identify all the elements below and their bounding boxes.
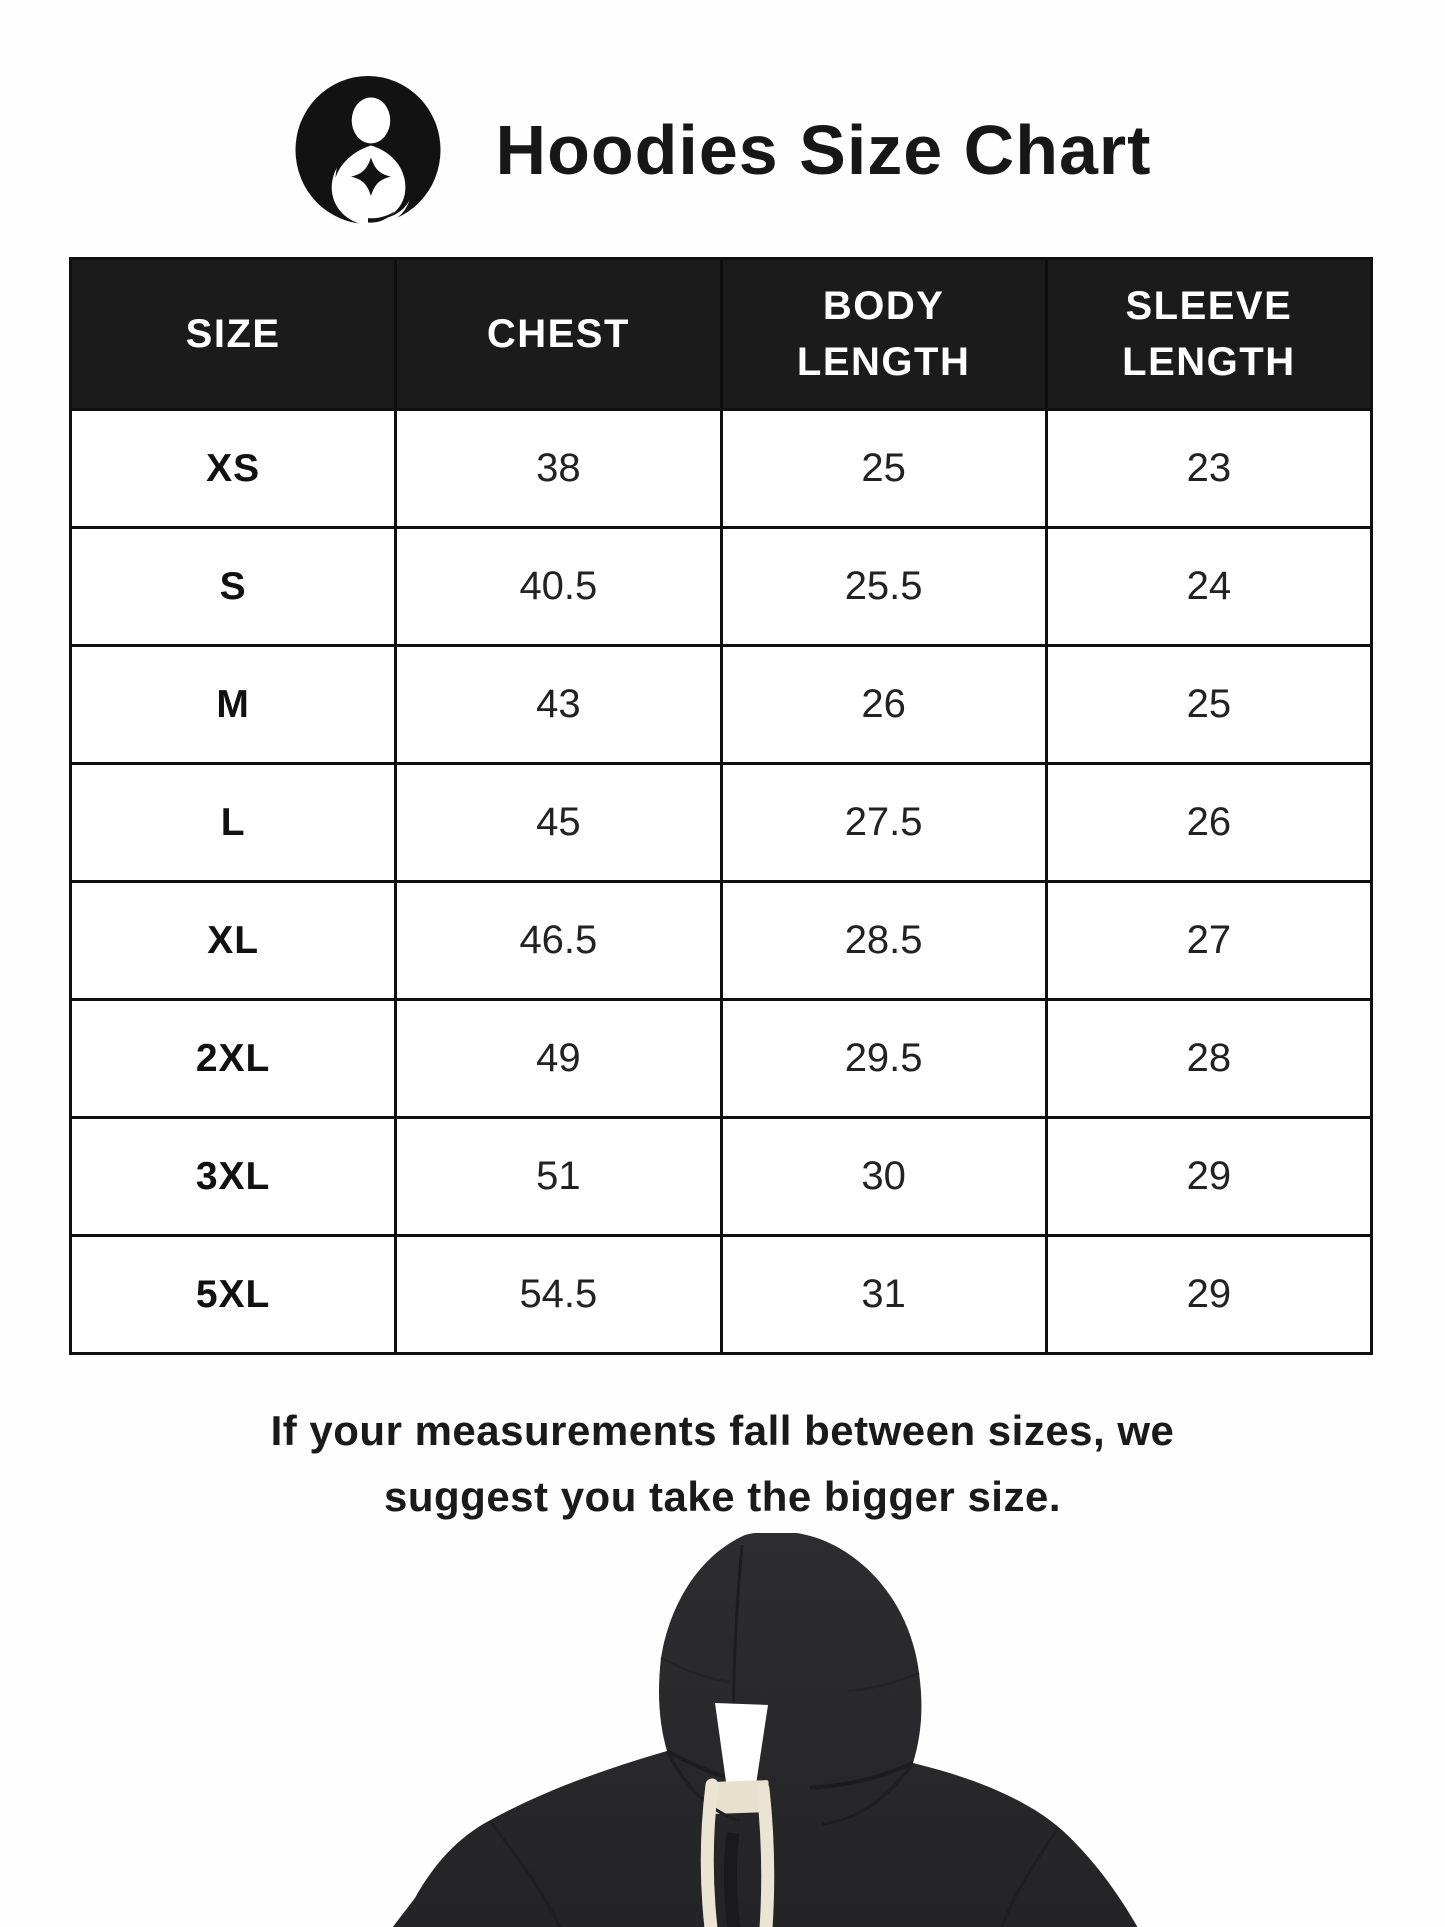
table-row	[71, 1000, 1372, 1118]
column-header-chest: CHEST	[396, 259, 721, 410]
chest-cell: 49	[396, 1000, 721, 1118]
sleeve-length-cell: 25	[1046, 646, 1371, 764]
column-header-sleeve-length: SLEEVE LENGTH	[1046, 259, 1371, 410]
chest-cell: 43	[396, 646, 721, 764]
size-cell: 2XL	[71, 1000, 396, 1118]
brand-header	[0, 74, 1445, 226]
body-length-cell: 27.5	[721, 764, 1046, 882]
chest-cell: 45	[396, 764, 721, 882]
table-header-row	[71, 259, 1372, 410]
body-length-cell: 25	[721, 410, 1046, 528]
body-length-cell: 29.5	[721, 1000, 1046, 1118]
hoodie-illustration	[370, 1533, 1140, 1927]
chest-cell: 40.5	[396, 528, 721, 646]
table-row	[71, 764, 1372, 882]
sizing-note-line1: If your measurements fall between sizes, we	[270, 1407, 1175, 1454]
sleeve-length-cell: 28	[1046, 1000, 1371, 1118]
chest-cell: 51	[396, 1118, 721, 1236]
table-row	[71, 1118, 1372, 1236]
table-row	[71, 882, 1372, 1000]
sleeve-length-cell: 24	[1046, 528, 1371, 646]
body-length-cell: 31	[721, 1236, 1046, 1354]
table-row	[71, 646, 1372, 764]
brand-logo-icon	[294, 74, 442, 226]
chest-cell: 38	[396, 410, 721, 528]
table-row	[71, 410, 1372, 528]
size-cell: 5XL	[71, 1236, 396, 1354]
body-length-cell: 28.5	[721, 882, 1046, 1000]
size-cell: XS	[71, 410, 396, 528]
sleeve-length-cell: 27	[1046, 882, 1371, 1000]
page-title: Hoodies Size Chart	[495, 111, 1152, 189]
table-header	[71, 259, 1372, 410]
sleeve-length-cell: 23	[1046, 410, 1371, 528]
body-length-cell: 25.5	[721, 528, 1046, 646]
column-header-body-length: BODY LENGTH	[721, 259, 1046, 410]
sleeve-length-cell: 29	[1046, 1236, 1371, 1354]
column-header-size: SIZE	[71, 259, 396, 410]
sizing-note	[0, 1398, 1445, 1530]
chest-cell: 46.5	[396, 882, 721, 1000]
body-length-cell: 30	[721, 1118, 1046, 1236]
sleeve-length-cell: 29	[1046, 1118, 1371, 1236]
hoodie-product-image	[370, 1533, 1140, 1927]
sleeve-length-cell: 26	[1046, 764, 1371, 882]
chest-cell: 54.5	[396, 1236, 721, 1354]
table-row	[71, 1236, 1372, 1354]
size-cell: L	[71, 764, 396, 882]
person-sparkle-logo-icon	[294, 74, 442, 226]
table-body	[71, 410, 1372, 1354]
table-row	[71, 528, 1372, 646]
body-length-cell: 26	[721, 646, 1046, 764]
size-cell: 3XL	[71, 1118, 396, 1236]
sizing-note-line2: suggest you take the bigger size.	[384, 1472, 1061, 1520]
size-cell: M	[71, 646, 396, 764]
size-cell: S	[71, 528, 396, 646]
size-chart-table	[69, 257, 1373, 1355]
size-cell: XL	[71, 882, 396, 1000]
